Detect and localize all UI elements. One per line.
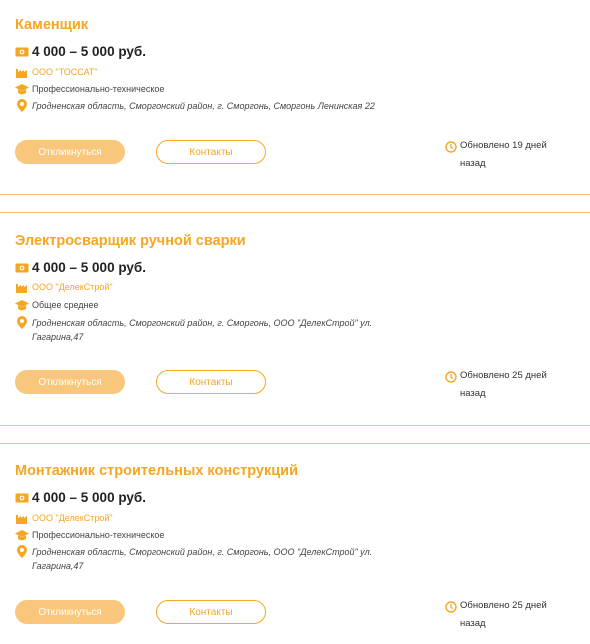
updated-info [445,597,570,633]
company-link[interactable]: ООО "ТОССАТ" [32,67,98,77]
graduation-cap-icon [15,83,29,95]
salary-row [15,490,146,506]
graduation-cap-icon [15,299,29,311]
building-icon [15,281,29,293]
company-row [15,512,113,524]
clock-icon [445,370,457,382]
address: Гродненская область, Сморгонский район, г. Сморгонь, ООО "ДелекСтрой" ул. Гагарина,47 [32,318,373,342]
building-icon [15,66,29,78]
updated-info [445,367,570,403]
vacancy-card [0,444,590,644]
company-link[interactable]: ООО "ДелекСтрой" [32,282,113,292]
contacts-button[interactable]: Контакты [156,140,266,164]
apply-button[interactable]: Откликнуться [15,370,125,394]
money-icon [15,262,29,274]
vacancy-card [0,0,590,194]
apply-button[interactable]: Откликнуться [15,140,125,164]
education-row [15,83,164,95]
divider [0,425,590,426]
education-row [15,529,164,541]
apply-button[interactable]: Откликнуться [15,600,125,624]
updated-text: Обновлено 25 дней назад [460,370,547,399]
divider [0,194,590,195]
vacancy-title[interactable]: Монтажник строительных конструкций [15,463,298,479]
address: Гродненская область, Сморгонский район, г. Сморгонь, Сморгонь Ленинская 22 [32,101,375,111]
money-icon [15,46,29,58]
salary: 4 000 – 5 000 руб. [32,44,146,59]
contacts-button[interactable]: Контакты [156,600,266,624]
salary: 4 000 – 5 000 руб. [32,260,146,275]
updated-text: Обновлено 25 дней назад [460,600,547,629]
education: Профессионально-техническое [32,530,165,540]
building-icon [15,512,29,524]
address-row [15,545,392,573]
address-row [15,316,392,344]
company-link[interactable]: ООО "ДелекСтрой" [32,513,113,523]
map-pin-icon [15,316,29,329]
updated-text: Обновлено 19 дней назад [460,140,547,169]
map-pin-icon [15,99,29,112]
education: Общее среднее [32,300,99,310]
graduation-cap-icon [15,529,29,541]
vacancy-title[interactable]: Каменщик [15,17,89,33]
contacts-button[interactable]: Контакты [156,370,266,394]
company-row [15,281,113,293]
salary-row [15,44,146,60]
salary: 4 000 – 5 000 руб. [32,490,146,505]
vacancy-card [0,213,590,444]
education-row [15,299,99,311]
education: Профессионально-техническое [32,84,165,94]
salary-row [15,260,146,276]
address: Гродненская область, Сморгонский район, г. Сморгонь, ООО "ДелекСтрой" ул. Гагарина,47 [32,547,373,571]
updated-info [445,137,570,173]
money-icon [15,492,29,504]
company-row [15,66,98,78]
address-row [15,99,432,113]
clock-icon [445,140,457,152]
map-pin-icon [15,545,29,558]
vacancy-title[interactable]: Электросварщик ручной сварки [15,233,246,249]
clock-icon [445,600,457,612]
